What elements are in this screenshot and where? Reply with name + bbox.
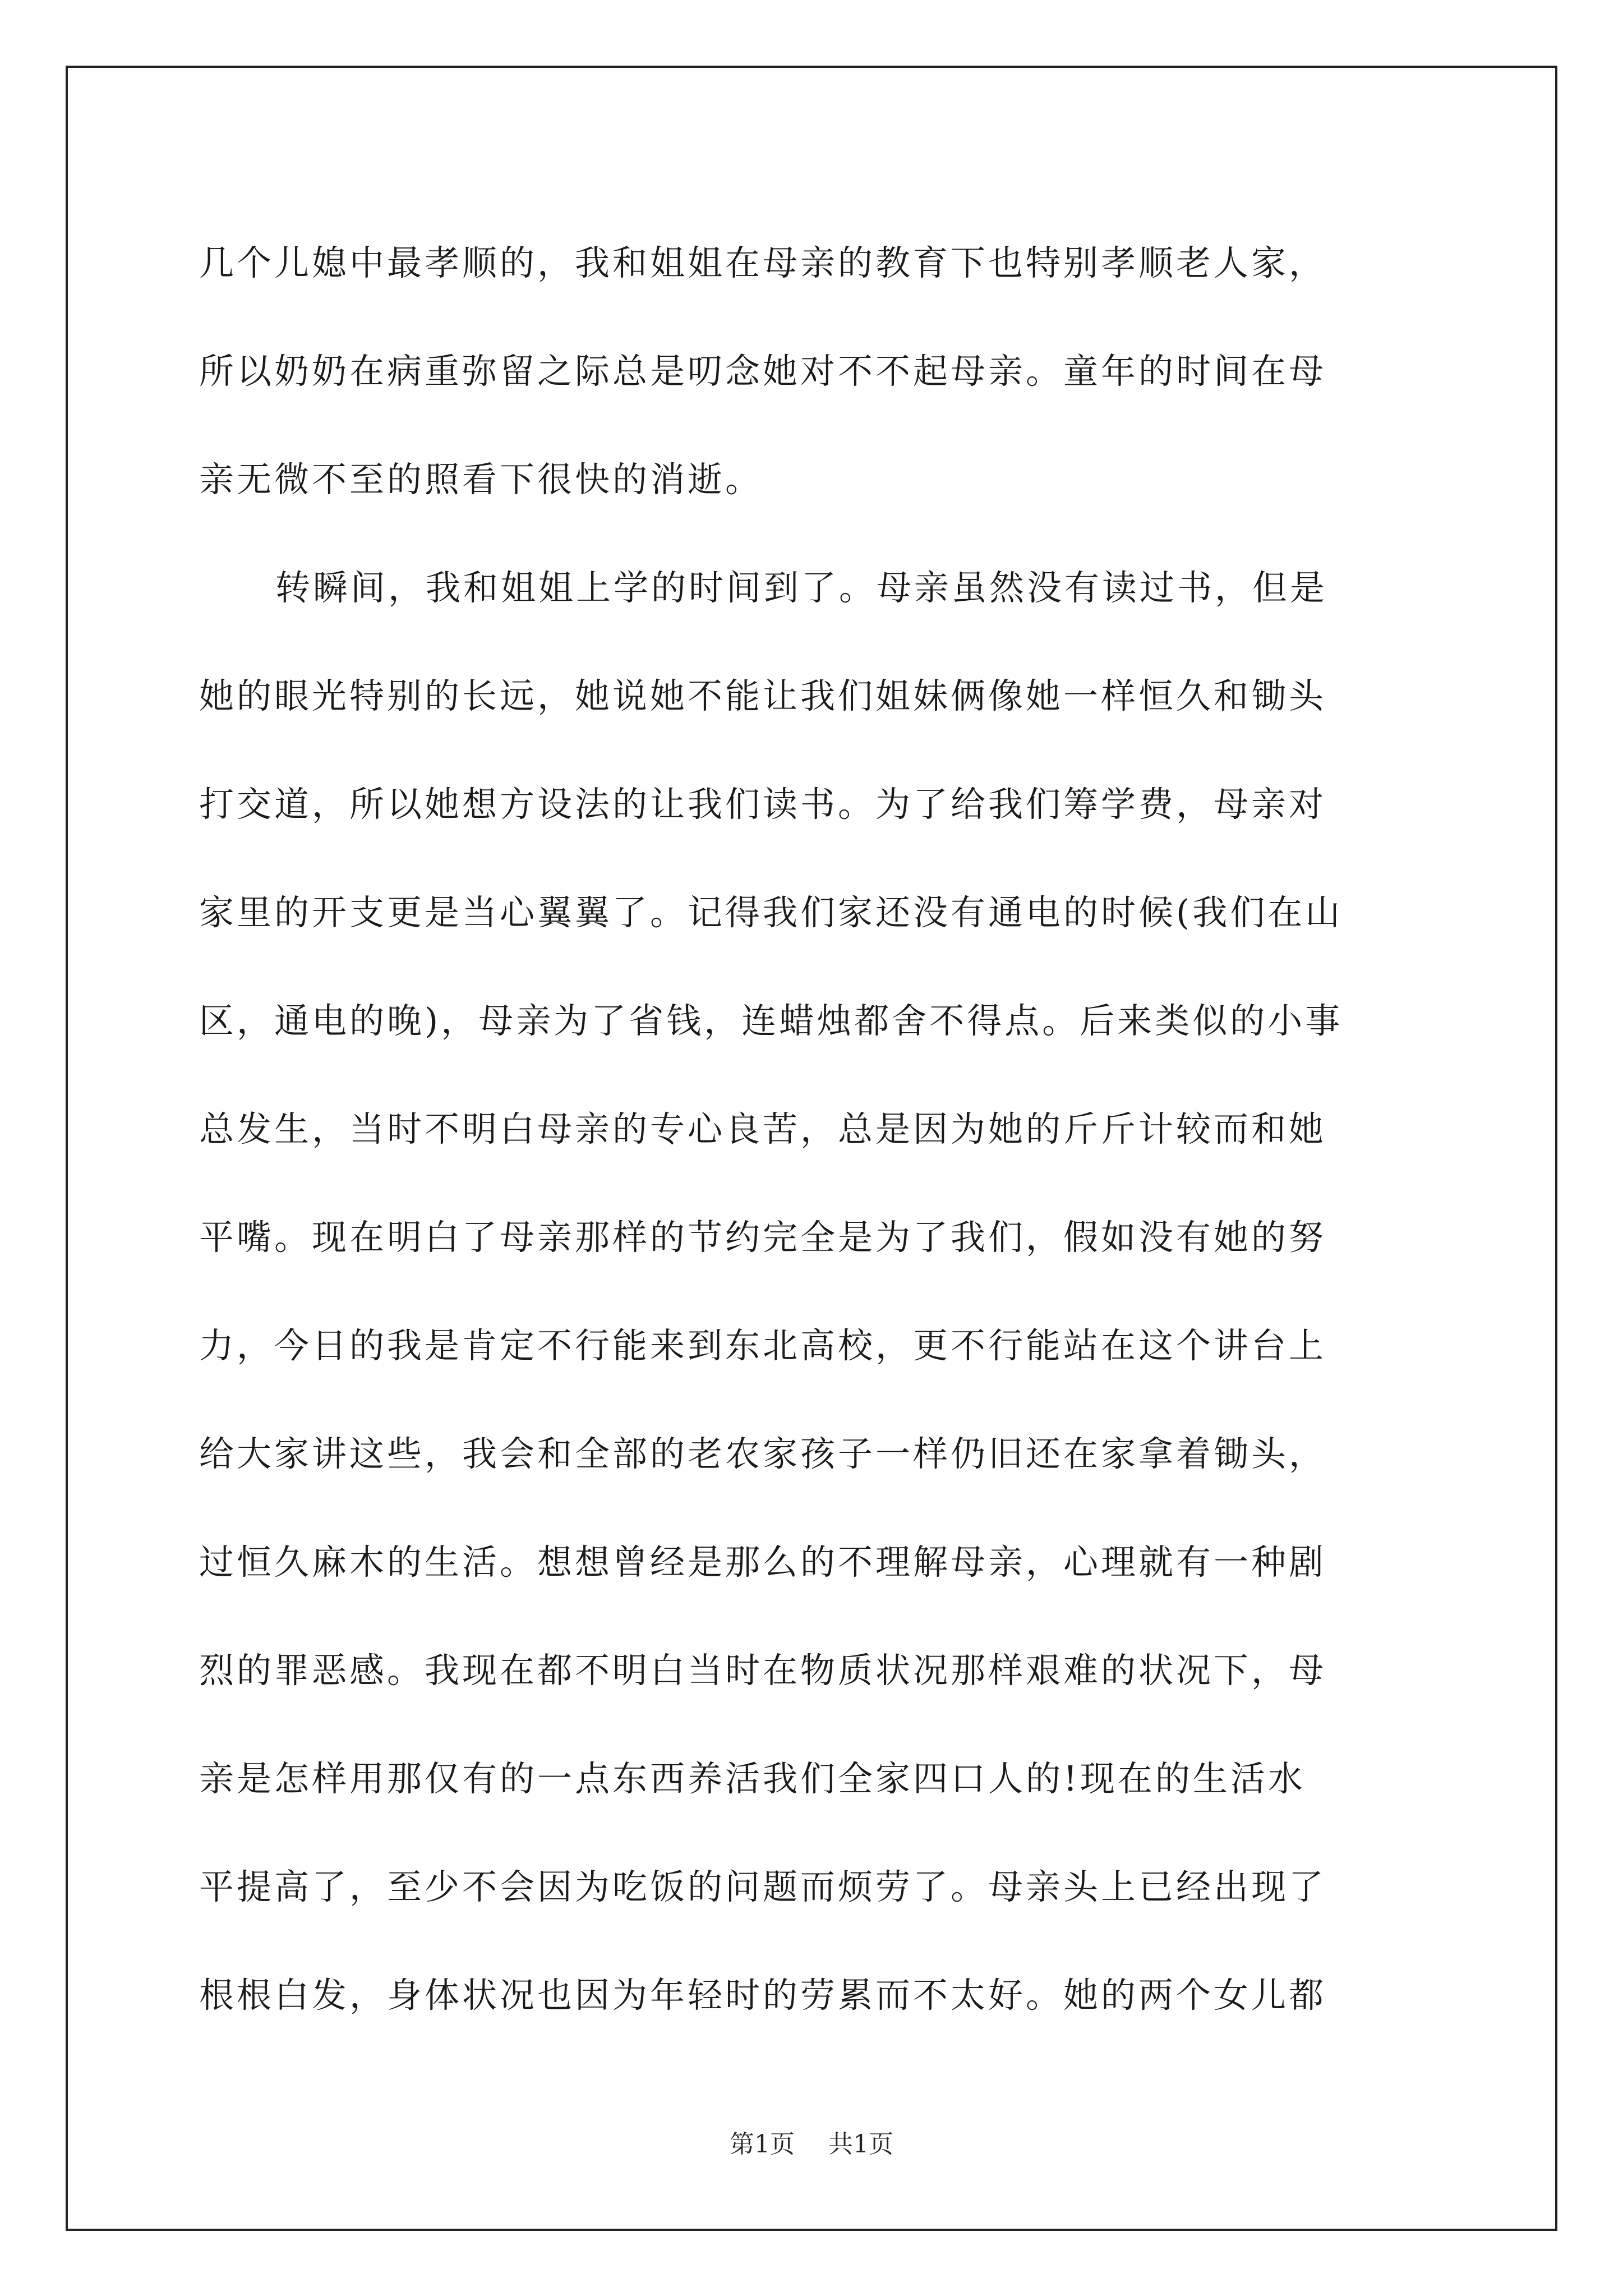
text-line-2: 所以奶奶在病重弥留之际总是叨念她对不不起母亲。童年的时间在母 bbox=[199, 351, 1327, 392]
text-line-6: 打交道，所以她想方设法的让我们读书。为了给我们筹学费，母亲对 bbox=[199, 784, 1327, 825]
text-line-16: 平提高了，至少不会因为吃饭的问题而烦劳了。母亲头上已经出现了 bbox=[199, 1866, 1327, 1907]
text-line-9: 总发生，当时不明白母亲的专心良苦，总是因为她的斤斤计较而和她 bbox=[199, 1108, 1327, 1149]
text-line-14: 烈的罪恶感。我现在都不明白当时在物质状况那样艰难的状况下，母 bbox=[199, 1650, 1327, 1691]
text-line-12: 给大家讲这些，我会和全部的老农家孩子一样仍旧还在家拿着锄头， bbox=[199, 1433, 1327, 1474]
page-footer bbox=[0, 2128, 1623, 2161]
text-line-7: 家里的开支更是当心翼翼了。记得我们家还没有通电的时候(我们在山 bbox=[199, 892, 1343, 933]
page-number-total: 共1页 bbox=[828, 2130, 893, 2159]
text-line-17: 根根白发，身体状况也因为年轻时的劳累而不太好。她的两个女儿都 bbox=[199, 1975, 1327, 2016]
text-line-1: 几个儿媳中最孝顺的，我和姐姐在母亲的教育下也特别孝顺老人家， bbox=[199, 242, 1327, 283]
text-line-11: 力，今日的我是肯定不行能来到东北高校，更不行能站在这个讲台上 bbox=[199, 1325, 1327, 1366]
text-line-15: 亲是怎样用那仅有的一点东西养活我们全家四口人的!现在的生活水 bbox=[199, 1758, 1306, 1799]
text-line-4: 转瞬间，我和姐姐上学的时间到了。母亲虽然没有读过书，但是 bbox=[275, 567, 1328, 608]
text-line-10: 平嘴。现在明白了母亲那样的节约完全是为了我们，假如没有她的努 bbox=[199, 1217, 1327, 1258]
page-number-current: 第1页 bbox=[730, 2130, 795, 2159]
text-line-8: 区，通电的晚)，母亲为了省钱，连蜡烛都舍不得点。后来类似的小事 bbox=[199, 1000, 1343, 1041]
text-line-5: 她的眼光特别的长远，她说她不能让我们姐妹俩像她一样恒久和锄头 bbox=[199, 675, 1327, 716]
document-body bbox=[199, 209, 1422, 2049]
text-line-13: 过恒久麻木的生活。想想曾经是那么的不理解母亲，心理就有一种剧 bbox=[199, 1542, 1327, 1582]
text-line-3: 亲无微不至的照看下很快的消逝。 bbox=[199, 459, 763, 500]
